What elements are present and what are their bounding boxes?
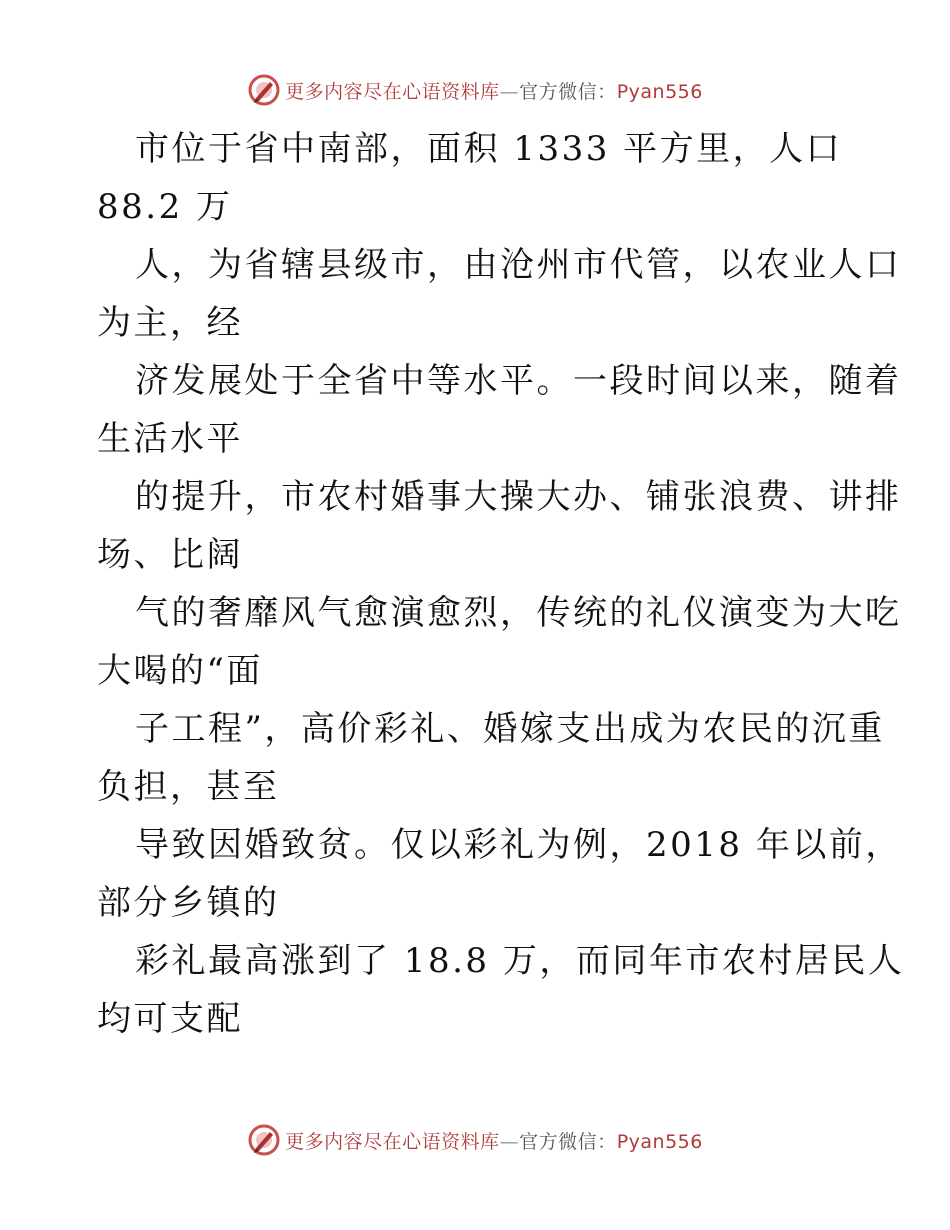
body-line: 人，为省辖县级市，由沧州市代管，以农业人口 <box>135 245 902 285</box>
header-banner <box>0 70 950 110</box>
header-text <box>285 77 703 104</box>
body-line: 大喝的“面 <box>97 651 263 691</box>
header-dash: — <box>499 80 520 103</box>
pen-circle-logo-icon <box>247 73 281 107</box>
body-line: 的提升，市农村婚事大操大办、铺张浪费、讲排 <box>135 477 902 517</box>
body-line: 彩礼最高涨到了 18.8 万，而同年市农村居民人 <box>135 941 905 981</box>
body-line: 生活水平 <box>97 419 243 459</box>
body-line: 均可支配 <box>97 999 243 1039</box>
body-line: 部分乡镇的 <box>97 883 280 923</box>
header-wechat-id: Pyan556 <box>616 80 703 103</box>
header-brand: 更多内容尽在心语资料库 <box>285 80 500 103</box>
body-line: 导致因婚致贫。仅以彩礼为例，2018 年以前， <box>135 825 902 865</box>
footer-dash: — <box>499 1130 520 1153</box>
body-line: 气的奢靡风气愈演愈烈，传统的礼仪演变为大吃 <box>135 593 902 633</box>
footer-banner <box>0 1120 950 1160</box>
body-line: 88.2 万 <box>97 187 233 227</box>
body-line: 场、比阔 <box>97 535 243 575</box>
footer-brand: 更多内容尽在心语资料库 <box>285 1130 500 1153</box>
body-line: 市位于省中南部，面积 1333 平方里，人口 <box>135 129 843 169</box>
body-line: 济发展处于全省中等水平。一段时间以来，随着 <box>135 361 902 401</box>
pen-circle-logo-icon <box>247 1123 281 1157</box>
footer-text <box>285 1127 703 1154</box>
body-line: 子工程”，高价彩礼、婚嫁支出成为农民的沉重 <box>135 709 885 749</box>
footer-wechat-id: Pyan556 <box>616 1130 703 1153</box>
body-line: 负担，甚至 <box>97 767 280 807</box>
header-wechat-label: 官方微信： <box>519 80 617 103</box>
footer-wechat-label: 官方微信： <box>519 1130 617 1153</box>
body-line: 为主，经 <box>97 303 243 343</box>
